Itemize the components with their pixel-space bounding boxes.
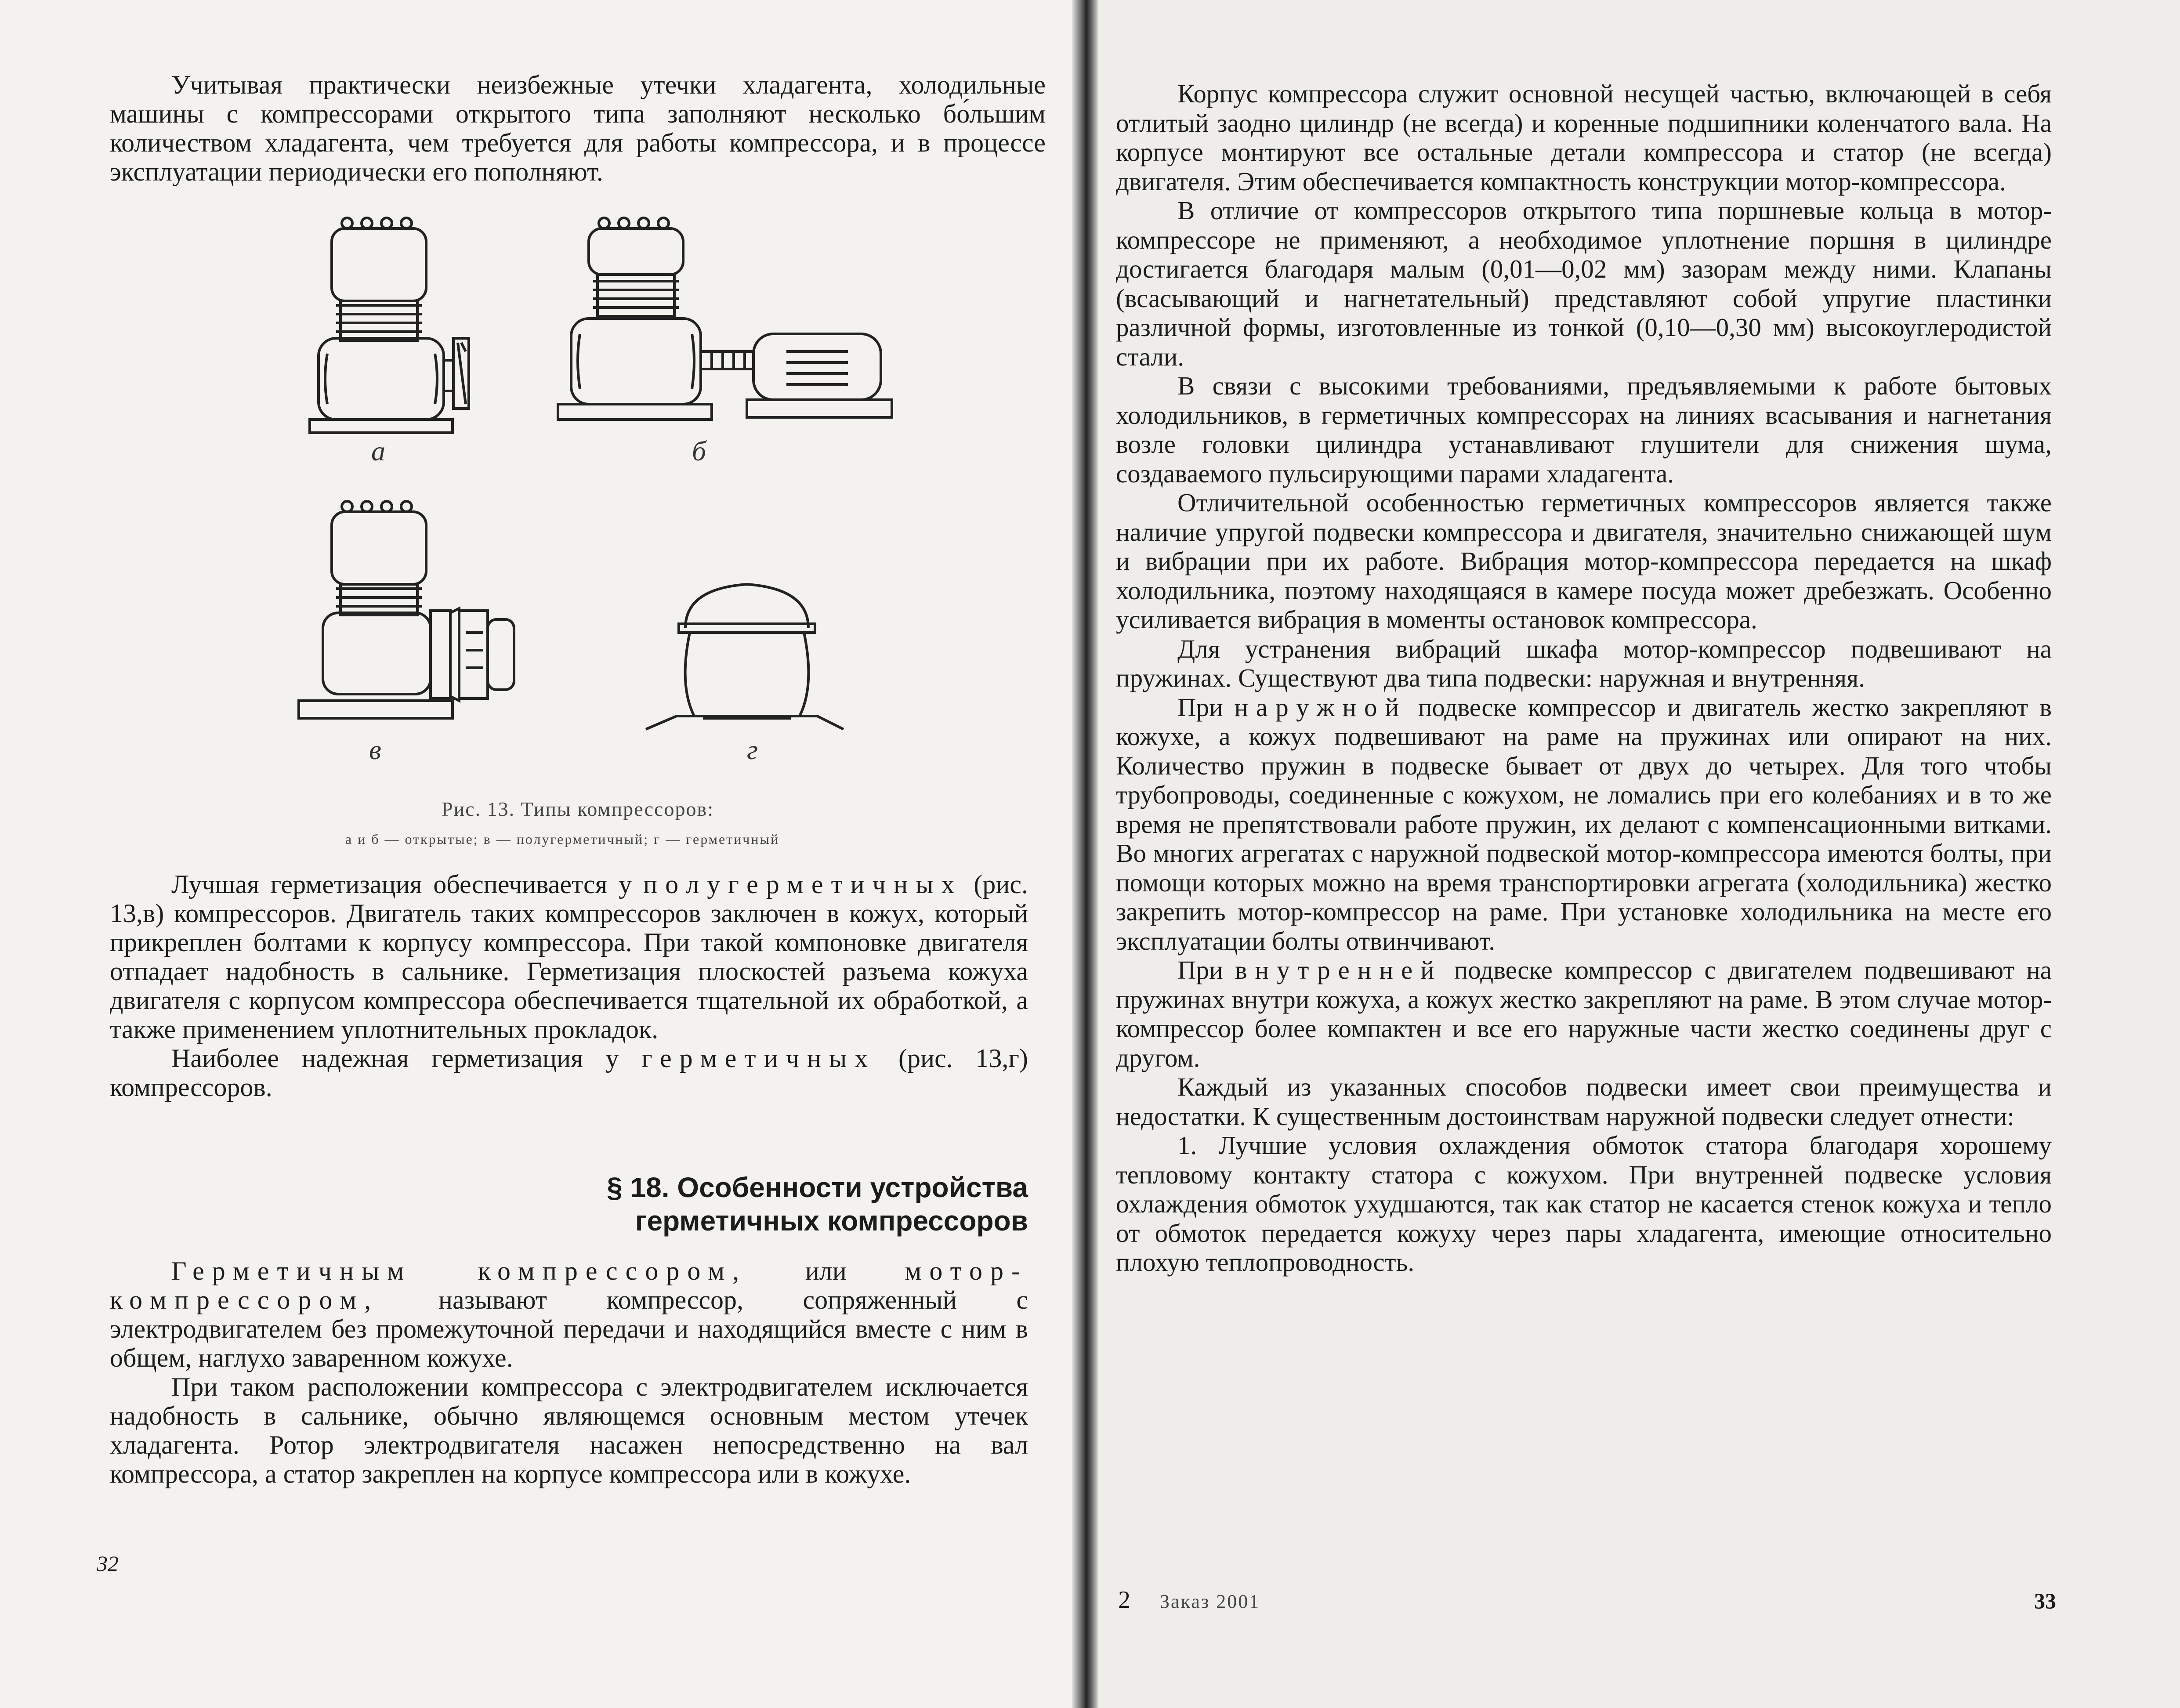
left-page bbox=[0, 0, 1081, 1708]
paragraph-advantages: Каждый из указанных способов подвески имеет свои преимущества и недостатки. К существенным достоинствам наружной подвески следует отнести: bbox=[1116, 1072, 2052, 1131]
figure-caption-legend: а и б — открытые; в — полугерметичный; г — герметичный bbox=[345, 831, 780, 847]
paragraph-suspension-types: Для устранения вибраций шкафа мотор-компрессор подвешивают на пружинах. Существуют два типа подвески: наружная и внутренняя. bbox=[1116, 634, 2052, 692]
paragraph-hermetic: Наиболее надежная герметизация у герметичных (рис. 13,г) компрессоров. bbox=[110, 1044, 1028, 1102]
paragraph-leakage: Учитывая практически неизбежные утечки хладагента, холодильные машины с компрессорами открытого типа заполняют несколько бо́льшим количеством хладагента, чем требуется для работы компрессора, и в процессе эксплуатации периодически его пополняют. bbox=[110, 70, 1046, 186]
signature-number: 2 bbox=[1118, 1586, 1130, 1614]
section-heading: § 18. Особенности устройства герметичных компрессоров bbox=[607, 1172, 1028, 1237]
page-number-right: 33 bbox=[2034, 1589, 2056, 1613]
paragraph-piston-seal: В отличие от компрессоров открытого типа поршневые кольца в мотор-компрессоре не применяют, а необходимое уплотнение поршня в цилиндре достигается благодаря малым (0,01—0,02 мм) зазорам между ними. Клапаны (всасывающий и нагнетательный) представляют собой упругие пластинки различной формы, изготовленные из тонкой (0,10—0,30 мм) высокоуглеродистой стали. bbox=[1116, 196, 2052, 371]
paragraph-location: При таком расположении компрессора с электродвигателем исключается надобность в сальнике, обычно являющемся основным местом утечек хладагента. Ротор электродвигателя насажен непосредственно на вал компрессора, а статор закреплен на корпусе компрессора или в кожухе. bbox=[110, 1372, 1028, 1488]
compressor-open-a-drawing bbox=[310, 218, 469, 433]
figure-caption: Рис. 13. Типы компрессоров: bbox=[442, 798, 714, 820]
paragraph-internal-suspension: При внутренней подвеске компрессор с двигателем подвешивают на пружинах внутри кожуха, а кожух жестко закрепляют на раме. В этом случае мотор-компрессор более компактен и все его наружные части жестко соединены друг с другом. bbox=[1116, 955, 2052, 1072]
paragraph-cooling: 1. Лучшие условия охлаждения обмоток статора благодаря хорошему тепловому контакту статора с кожухом. При внутренней подвеске условия охлаждения обмоток ухудшаются, так как статор не касается стенок кожуха и тепло от обмоток передается кожуху через пары хладагента, имеющие относительно плохую теплопроводность. bbox=[1116, 1131, 2052, 1277]
semi-hermetic-section bbox=[110, 870, 1028, 1102]
compressor-semi-hermetic-v-drawing bbox=[299, 501, 514, 718]
paragraph-semi-hermetic: Лучшая герметизация обеспечивается у полугерметичных (рис. 13,в) компрессоров. Двигатель таких компрессоров заключен в кожух, который прикреплен болтами к корпусу компрессора. При такой компоновке двигателя отпадает надобность в сальнике. Герметизация плоскостей разъема кожуха двигателя с корпусом компрессора обеспечивается тщательной их обработкой, а также применением уплотнительных прокладок. bbox=[110, 870, 1028, 1044]
paragraph-housing: Корпус компрессора служит основной несущей частью, включающей в себя отлитый заодно цилиндр (не всегда) и коренные подшипники коленчатого вала. На корпусе монтируют все остальные детали компрессора и статор (не всегда) двигателя. Этим обеспечивается компактность конструкции мотор-компрессора. bbox=[1116, 79, 2052, 196]
book-gutter bbox=[1072, 0, 1098, 1708]
compressor-with-motor-b-drawing bbox=[558, 218, 892, 420]
order-note: Заказ 2001 bbox=[1160, 1591, 1260, 1612]
figure-label-g: г bbox=[747, 734, 758, 765]
paragraph-definition: Герметичным компрессором, или мотор-компрессором, называют компрессор, сопряженный с электродвигателем без промежуточной передачи и находящийся вместе с ним в общем, наглухо заваренном кожухе. bbox=[110, 1256, 1028, 1372]
paragraph-suspension-feature: Отличительной особенностью герметичных компрессоров является также наличие упругой подвески компрессора и двигателя, значительно снижающей шум и вибрации при их работе. Вибрация мотор-компрессора передается на шкаф холодильника, поэтому находящаяся в камере посуда может дребезжать. Особенно усиливается вибрация в моменты остановок компрессора. bbox=[1116, 488, 2052, 634]
right-page-body bbox=[1116, 79, 2052, 1277]
compressor-hermetic-g-drawing bbox=[646, 584, 844, 729]
page-number-left: 32 bbox=[97, 1551, 119, 1576]
figure-label-v: в bbox=[369, 734, 381, 765]
right-page bbox=[1090, 0, 2180, 1708]
figure-label-a: а bbox=[371, 435, 385, 467]
figure-label-b: б bbox=[692, 435, 706, 467]
definition-section bbox=[110, 1256, 1028, 1488]
compressor-figure bbox=[0, 0, 1081, 791]
paragraph-external-suspension: При наружной подвеске компрессор и двигатель жестко закрепляют в кожухе, а кожух подвешивают на раме на пружинах или опирают на них. Количество пружин в подвеске бывает от двух до четырех. Для того чтобы трубопроводы, соединенные с кожухом, не ломались при его колебаниях и в то же время не препятствовали работе пружин, их делают с компенсационными витками. Во многих агрегатах с наружной подвеской мотор-компрессора имеются болты, при помощи которых можно на время транспортировки агрегата (холодильника) жестко закрепить мотор-компрессор на раме. При установке холодильника на месте его эксплуатации болты отвинчивают. bbox=[1116, 692, 2052, 955]
paragraph-mufflers: В связи с высокими требованиями, предъявляемыми к работе бытовых холодильников, в герметичных компрессорах на линиях всасывания и нагнетания возле головки цилиндра устанавливают глушители для снижения шума, создаваемого пульсирующими парами хладагента. bbox=[1116, 371, 2052, 488]
